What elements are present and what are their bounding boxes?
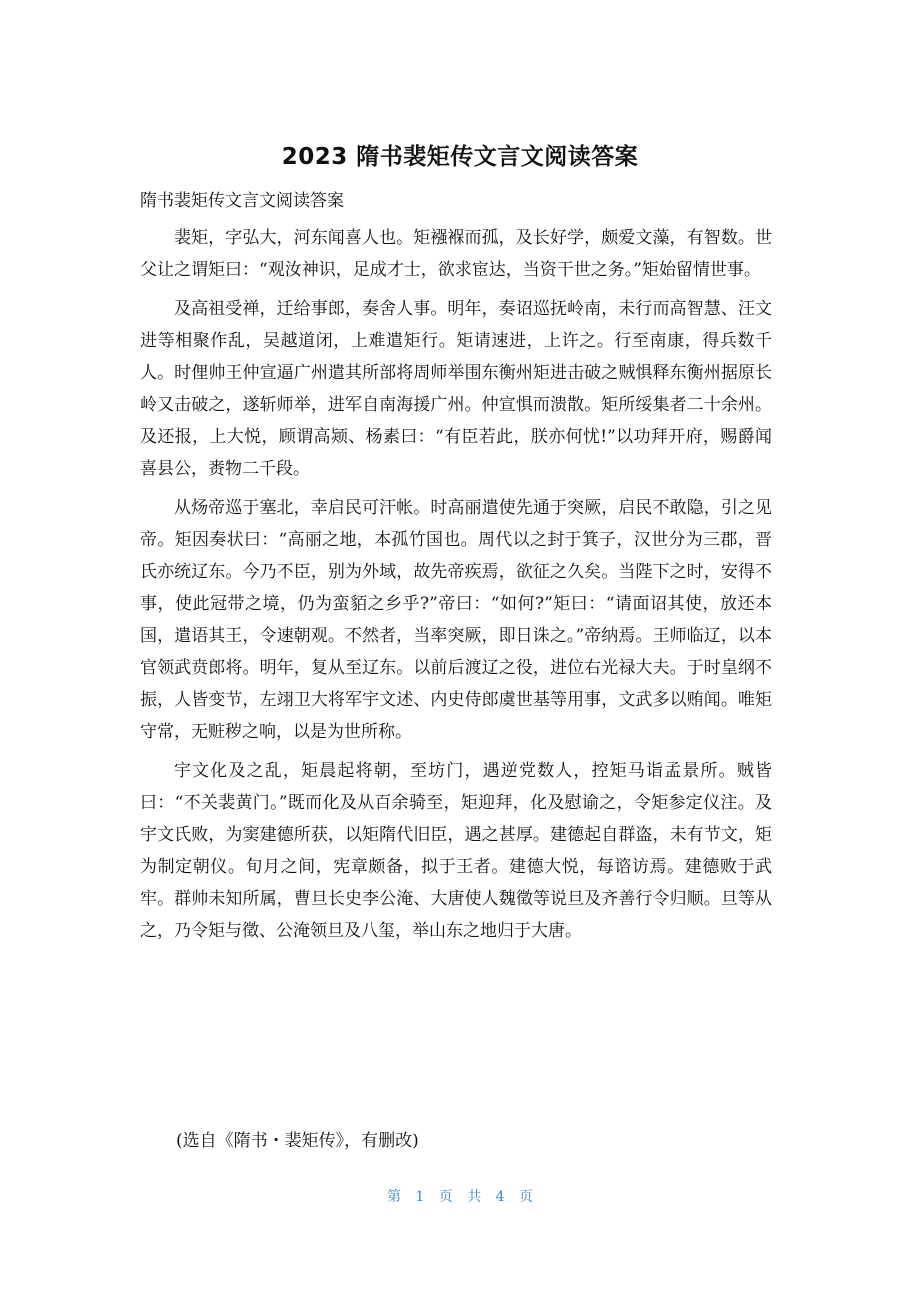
article-body bbox=[140, 222, 772, 954]
document-title: 2023 隋书裴矩传文言文阅读答案 bbox=[281, 144, 639, 170]
paragraph: 宇文化及之乱，矩晨起将朝，至坊门，遇逆党数人，控矩马诣孟景所。贼皆曰：“不关裴黄门。”既而化及从百余骑至，矩迎拜，化及慰谕之，令矩参定仪注。及宇文氏败，为窦建德所获，以矩隋代旧臣，遇之甚厚。建德起自群盗，未有节文，矩为制定朝仪。旬月之间，宪章颇备，拟于王者。建德大悦，每谘访焉。建德败于武牢。群帅未知所属，曹旦长史李公淹、大唐使人魏徵等说旦及齐善行令归顺。旦等从之，乃令矩与徵、公淹领旦及八玺，举山东之地归于大唐。 bbox=[140, 761, 772, 941]
document-subtitle: 隋书裴矩传文言文阅读答案 bbox=[140, 191, 344, 211]
paragraph: 裴矩，字弘大，河东闻喜人也。矩襁褓而孤，及长好学，颇爱文藻，有智数。世父让之谓矩曰：“观汝神识，足成才士，欲求宦达，当资干世之务。”矩始留情世事。 bbox=[140, 228, 772, 280]
paragraph: 从炀帝巡于塞北，幸启民可汗帐。时高丽遣使先通于突厥，启民不敢隐，引之见帝。矩因奏状曰：“高丽之地，本孤竹国也。周代以之封于箕子，汉世分为三郡，晋氏亦统辽东。今乃不臣，别为外域，故先帝疾焉，欲征之久矣。当陛下之时，安得不事，使此冠带之境，仍为蛮貊之乡乎?”帝曰：“如何?”矩曰：“请面诏其使，放还本国，遣语其王，令速朝观。不然者，当率突厥，即日诛之。”帝纳焉。王师临辽，以本官领武贲郎将。明年，复从至辽东。以前后渡辽之役，进位右光禄大夫。于时皇纲不振，人皆变节，左翊卫大将军宇文述、内史侍郎虞世基等用事，文武多以贿闻。唯矩守常，无赃秽之响，以是为世所称。 bbox=[140, 498, 772, 742]
page-number-footer: 第 1 页 共 4 页 bbox=[386, 1189, 534, 1205]
paragraph: 及高祖受禅，迁给事郎，奏舍人事。明年，奏诏巡抚岭南，未行而高智慧、汪文进等相聚作乱，吴越道闭，上难遣矩行。矩请速进，上许之。行至南康，得兵数千人。时俚帅王仲宣逼广州遣其所部将周师举围东衡州矩进击破之贼惧释东衡州据原长岭又击破之，遂斩师举，进军自南海援广州。仲宣惧而溃散。矩所绥集者二十余州。及还报，上大悦，顾谓高颎、杨素曰：“有臣若此，朕亦何忧!”以功拜开府，赐爵闻喜县公，赉物二千段。 bbox=[140, 299, 772, 479]
source-citation: (选自《隋书・裴矩传》，有删改) bbox=[176, 1131, 419, 1151]
